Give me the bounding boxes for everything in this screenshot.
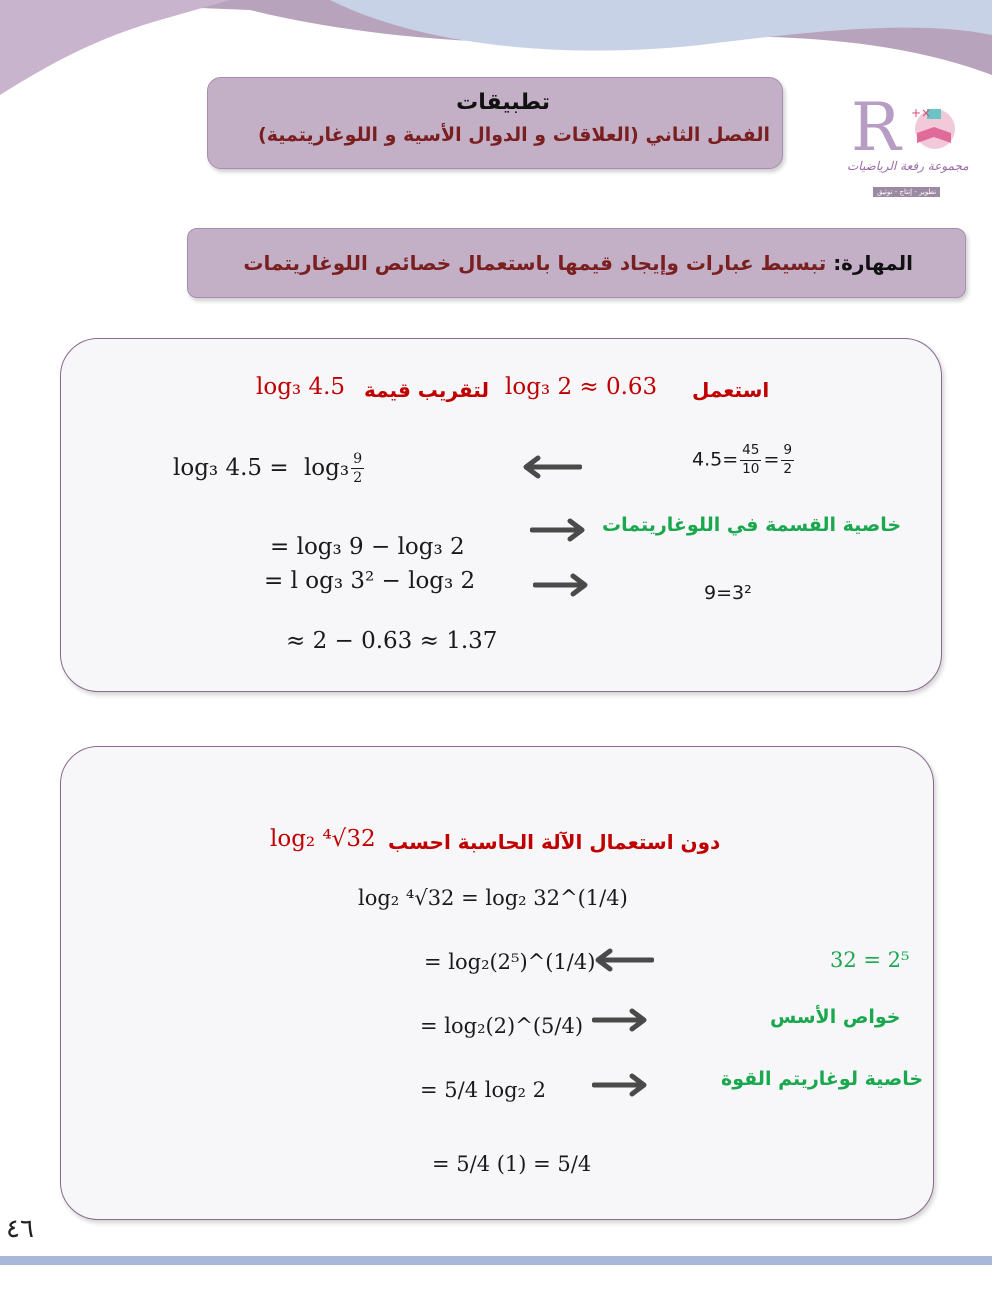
fraction-numerator: 9 <box>781 444 794 461</box>
note1-fraction-1 <box>740 444 761 476</box>
ex2-note2: 32 = 2⁵ <box>830 948 910 972</box>
ex1-given: log₃ 2 ≈ 0.63 <box>505 374 658 400</box>
page-title: تطبيقات <box>456 90 550 115</box>
example-2-panel <box>60 746 934 1220</box>
ex1-step4: ≈ 2 − 0.63 ≈ 1.37 <box>286 628 498 654</box>
ex1-step1 <box>173 452 366 486</box>
ex2-step3: = log₂(2)^(5/4) <box>420 1014 584 1038</box>
ex1-note3: 9=3² <box>704 582 752 604</box>
ex2-note4: خاصية لوغاريتم القوة <box>721 1068 924 1090</box>
header-title-box <box>207 77 783 169</box>
skill-text <box>243 251 913 275</box>
ex2-target: log₂ ⁴√32 <box>270 826 376 852</box>
arrow-right-icon <box>530 518 586 542</box>
ex1-note2: خاصية القسمة في اللوغاريتمات <box>602 514 902 536</box>
arrow-right-icon <box>592 1073 648 1097</box>
chapter-subtitle: الفصل الثاني (العلاقات و الدوال الأسية و اللوغاريتمية) <box>258 124 770 146</box>
ex2-note3: خواص الأسس <box>770 1006 901 1028</box>
fraction-denominator: 2 <box>783 460 793 477</box>
ex1-approx-text: لتقريب قيمة <box>364 378 489 402</box>
skill-description: تبسيط عبارات وإيجاد قيمها باستعمال خصائص اللوغاريتمات <box>243 251 827 275</box>
ex1-step1-lhs: log₃ 4.5 = <box>173 454 289 481</box>
page-number: ٤٦ <box>6 1214 34 1244</box>
ex1-note1 <box>692 444 796 476</box>
ex1-step3: = l og₃ 3² − log₃ 2 <box>264 568 476 594</box>
ex2-step4: = 5/4 log₂ 2 <box>420 1078 546 1102</box>
ex1-step1-log: log₃ <box>303 454 350 481</box>
arrow-left-icon <box>594 948 654 972</box>
skill-banner <box>187 228 966 298</box>
logo <box>843 89 969 205</box>
fraction-denominator: 2 <box>353 470 363 487</box>
arrow-right-icon <box>533 573 589 597</box>
note1-equals: = <box>763 448 780 471</box>
ex2-instruction: دون استعمال الآلة الحاسبة احسب <box>388 830 721 854</box>
logo-tagline: تطوير - إنتاج - توثيق <box>873 187 940 197</box>
logo-letter: R <box>851 89 901 166</box>
ex1-use-word: استعمل <box>692 378 770 402</box>
ex1-step1-fraction <box>351 452 364 486</box>
note1-fraction-2 <box>781 444 794 476</box>
fraction-numerator: 45 <box>740 444 761 461</box>
arrow-left-icon <box>522 455 582 479</box>
logo-name: مجموعة رفعة الرياضيات <box>847 159 969 173</box>
book-icon <box>905 103 963 151</box>
svg-text:+×: +× <box>911 106 932 120</box>
footer-bar <box>0 1256 992 1265</box>
ex1-target: log₃ 4.5 <box>256 374 346 400</box>
fraction-denominator: 10 <box>742 460 760 477</box>
note1-left: 4.5= <box>692 448 739 471</box>
ex2-step5: = 5/4 (1) = 5/4 <box>432 1152 592 1176</box>
arrow-right-icon <box>592 1008 648 1032</box>
ex1-step2: = log₃ 9 − log₃ 2 <box>270 534 465 560</box>
ex2-step2: = log₂(2⁵)^(1/4) <box>424 950 596 974</box>
ex2-step1: log₂ ⁴√32 = log₂ 32^(1/4) <box>358 886 628 910</box>
fraction-numerator: 9 <box>351 452 364 469</box>
skill-label: المهارة: <box>833 251 913 275</box>
